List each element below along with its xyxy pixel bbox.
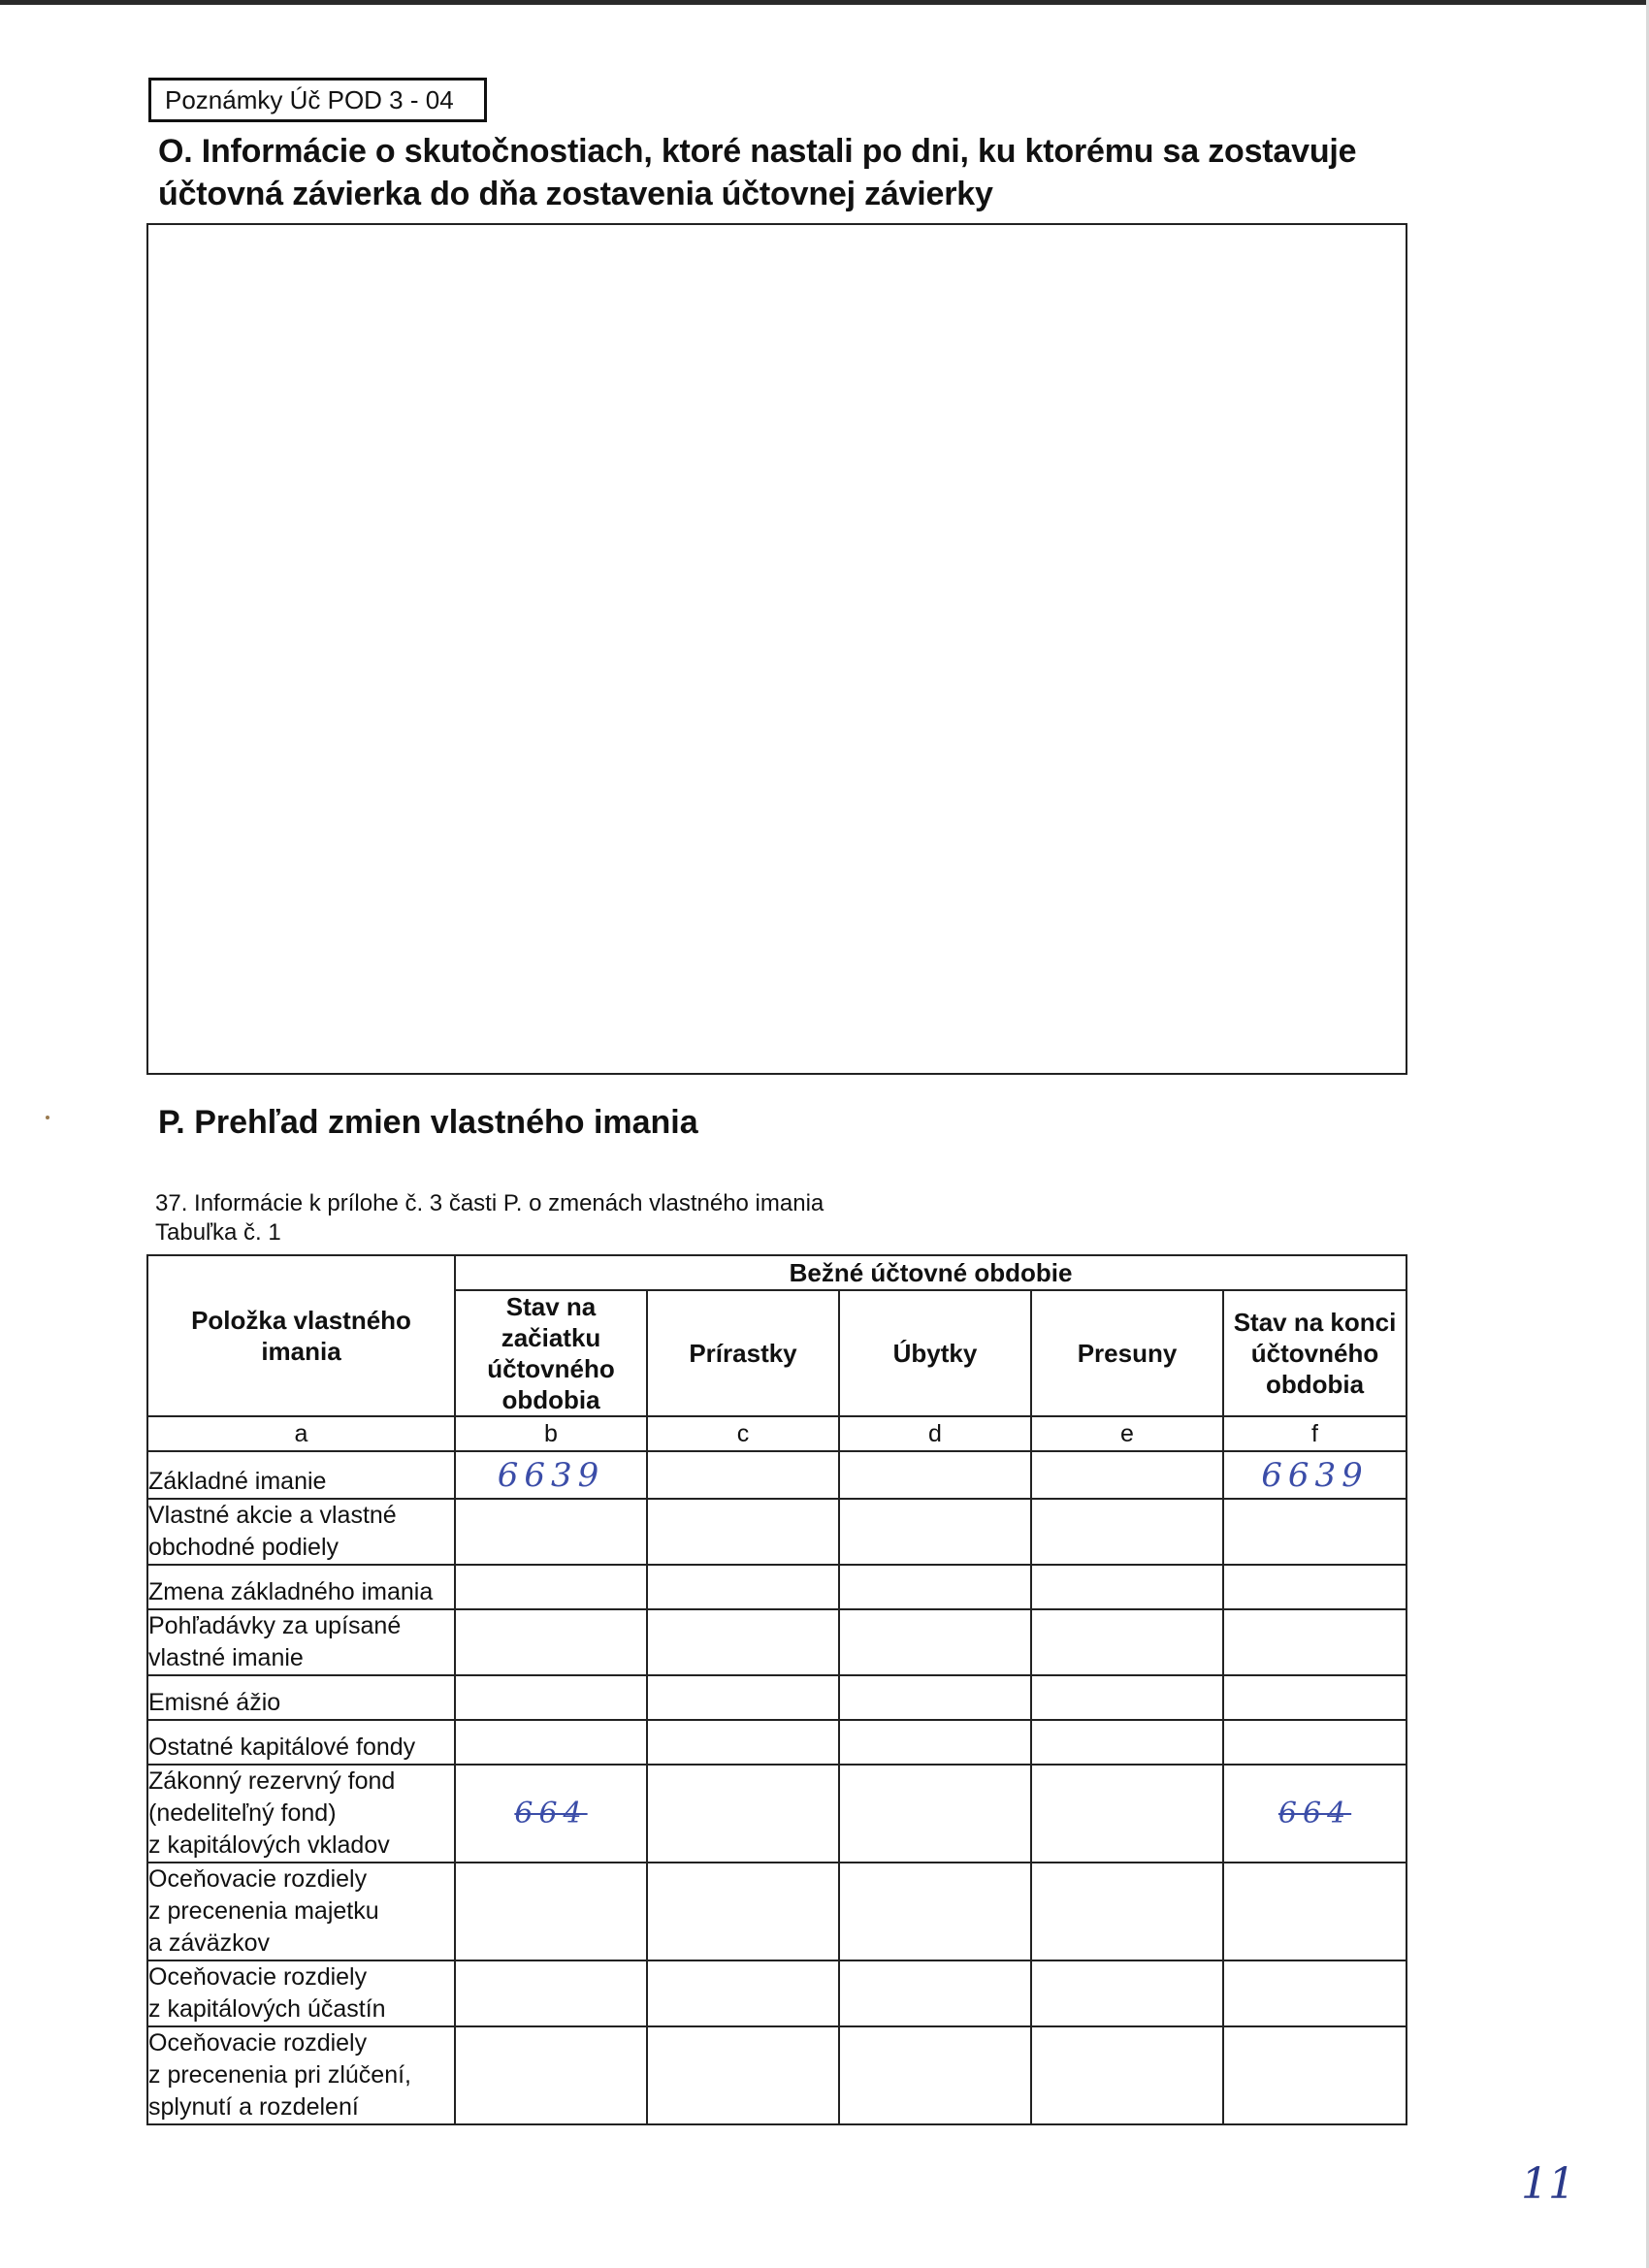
equity-item-label-line: splynutí a rozdelení — [148, 2093, 359, 2121]
column-letter-d: d — [839, 1416, 1031, 1451]
value-cell-f — [1223, 1960, 1406, 2026]
section-p-title: P. Prehľad zmien vlastného imania — [158, 1104, 698, 1141]
value-cell-e — [1031, 1675, 1223, 1720]
value-cell-e — [1031, 1609, 1223, 1675]
equity-item-label-line: Vlastné akcie a vlastné — [148, 1502, 397, 1529]
value-cell-c — [647, 1863, 839, 1960]
equity-item-label-line: Oceňovacie rozdiely — [148, 1963, 368, 1991]
equity-item-label-line: z kapitálových účastín — [148, 1995, 386, 2023]
value-cell-f — [1223, 1675, 1406, 1720]
equity-item-label — [147, 1451, 455, 1499]
equity-table-body — [147, 1451, 1406, 2124]
equity-item-label-line: z precenenia pri zlúčení, — [148, 2061, 411, 2089]
value-cell-d — [839, 2026, 1031, 2124]
equity-item-label — [147, 2026, 455, 2124]
value-cell-e — [1031, 1960, 1223, 2026]
handwritten-page-number: 11 — [1521, 2159, 1575, 2209]
value-cell-f — [1223, 1499, 1406, 1565]
column-header-additions: Prírastky — [647, 1290, 839, 1416]
value-cell-f — [1223, 1565, 1406, 1609]
equity-item-label — [147, 1609, 455, 1675]
section-o-title-line1: O. Informácie o skutočnostiach, ktoré nastali po dni, ku ktorému sa zostavuje — [158, 133, 1357, 170]
column-header-opening-balance: Stav na začiatku účtovného obdobia — [455, 1290, 647, 1416]
value-cell-b — [455, 2026, 647, 2124]
equity-item-label-line: Pohľadávky za upísané — [148, 1612, 402, 1639]
handwritten-value: 6639 — [497, 1455, 605, 1495]
column-letter-f: f — [1223, 1416, 1406, 1451]
value-cell-f — [1223, 1765, 1406, 1863]
value-cell-e — [1031, 1765, 1223, 1863]
equity-item-label — [147, 1499, 455, 1565]
value-cell-d — [839, 1451, 1031, 1499]
value-cell-b — [455, 1675, 647, 1720]
group-header-current-period: Bežné účtovné obdobie — [455, 1255, 1406, 1290]
value-cell-c — [647, 2026, 839, 2124]
table-row — [147, 1765, 1406, 1863]
value-cell-d — [839, 1609, 1031, 1675]
value-cell-e — [1031, 1499, 1223, 1565]
value-cell-b — [455, 1499, 647, 1565]
value-cell-f — [1223, 1451, 1406, 1499]
table-row — [147, 1499, 1406, 1565]
value-cell-b — [455, 1960, 647, 2026]
value-cell-b — [455, 1863, 647, 1960]
value-cell-c — [647, 1675, 839, 1720]
equity-item-label-line: obchodné podiely — [148, 1534, 339, 1561]
table-row — [147, 1609, 1406, 1675]
column-header-closing-balance: Stav na konci účtovného obdobia — [1223, 1290, 1406, 1416]
value-cell-f — [1223, 1863, 1406, 1960]
table-row — [147, 1720, 1406, 1765]
value-cell-b — [455, 1720, 647, 1765]
equity-item-label-line: (nedeliteľný fond) — [148, 1799, 337, 1827]
value-cell-e — [1031, 1565, 1223, 1609]
table-header-row-group — [147, 1255, 1406, 1290]
value-cell-d — [839, 1675, 1031, 1720]
equity-item-label — [147, 1960, 455, 2026]
equity-item-label — [147, 1675, 455, 1720]
section-p-note: 37. Informácie k prílohe č. 3 časti P. o zmenách vlastného imania — [155, 1190, 824, 1216]
value-cell-f — [1223, 2026, 1406, 2124]
value-cell-d — [839, 1499, 1031, 1565]
column-letter-c: c — [647, 1416, 839, 1451]
equity-item-label-line: Oceňovacie rozdiely — [148, 1865, 368, 1893]
form-code-label: Poznámky Úč POD 3 - 04 — [148, 78, 487, 122]
value-cell-c — [647, 1765, 839, 1863]
value-cell-b — [455, 1565, 647, 1609]
equity-item-label-line: Zákonný rezervný fond — [148, 1767, 396, 1795]
value-cell-c — [647, 1499, 839, 1565]
equity-item-label-line: Ostatné kapitálové fondy — [148, 1733, 416, 1761]
table-caption: Tabuľka č. 1 — [155, 1219, 281, 1246]
equity-item-label-line: Emisné ážio — [148, 1689, 281, 1716]
value-cell-c — [647, 1720, 839, 1765]
column-letter-a: a — [147, 1416, 455, 1451]
value-cell-f — [1223, 1609, 1406, 1675]
value-cell-e — [1031, 2026, 1223, 2124]
equity-item-label-line: Základné imanie — [148, 1468, 327, 1495]
equity-item-label — [147, 1565, 455, 1609]
value-cell-c — [647, 1565, 839, 1609]
handwritten-value: 664 — [514, 1797, 588, 1831]
value-cell-c — [647, 1960, 839, 2026]
column-header-transfers: Presuny — [1031, 1290, 1223, 1416]
column-header-reductions: Úbytky — [839, 1290, 1031, 1416]
equity-item-label-line: Zmena základného imania — [148, 1578, 434, 1605]
equity-item-label — [147, 1863, 455, 1960]
scan-speck — [46, 1116, 49, 1119]
table-row — [147, 1565, 1406, 1609]
column-letters-row — [147, 1416, 1406, 1451]
value-cell-c — [647, 1609, 839, 1675]
table-row — [147, 1863, 1406, 1960]
handwritten-value: 664 — [1277, 1797, 1352, 1831]
value-cell-e — [1031, 1451, 1223, 1499]
column-header-item: Položka vlastného imania — [147, 1255, 455, 1416]
table-row — [147, 2026, 1406, 2124]
section-o-content-box — [146, 223, 1407, 1075]
value-cell-c — [647, 1451, 839, 1499]
equity-item-label-line: z kapitálových vkladov — [148, 1831, 390, 1859]
equity-item-label-line: vlastné imanie — [148, 1644, 304, 1671]
section-o-title — [158, 130, 1400, 215]
value-cell-f — [1223, 1720, 1406, 1765]
value-cell-b — [455, 1765, 647, 1863]
value-cell-d — [839, 1960, 1031, 2026]
equity-item-label — [147, 1765, 455, 1863]
equity-item-label-line: z precenenia majetku — [148, 1897, 379, 1925]
value-cell-d — [839, 1720, 1031, 1765]
table-row — [147, 1451, 1406, 1499]
scan-edge-top — [0, 0, 1649, 5]
handwritten-value: 6639 — [1261, 1455, 1369, 1495]
value-cell-d — [839, 1765, 1031, 1863]
table-row — [147, 1960, 1406, 2026]
value-cell-e — [1031, 1863, 1223, 1960]
equity-changes-table — [146, 1254, 1407, 2125]
equity-item-label-line: a záväzkov — [148, 1929, 271, 1957]
value-cell-b — [455, 1451, 647, 1499]
value-cell-d — [839, 1863, 1031, 1960]
equity-item-label — [147, 1720, 455, 1765]
column-letter-e: e — [1031, 1416, 1223, 1451]
equity-item-label-line: Oceňovacie rozdiely — [148, 2029, 368, 2057]
value-cell-b — [455, 1609, 647, 1675]
table-row — [147, 1675, 1406, 1720]
column-letter-b: b — [455, 1416, 647, 1451]
value-cell-d — [839, 1565, 1031, 1609]
section-o-title-line2: účtovná závierka do dňa zostavenia účtovnej závierky — [158, 176, 993, 212]
value-cell-e — [1031, 1720, 1223, 1765]
